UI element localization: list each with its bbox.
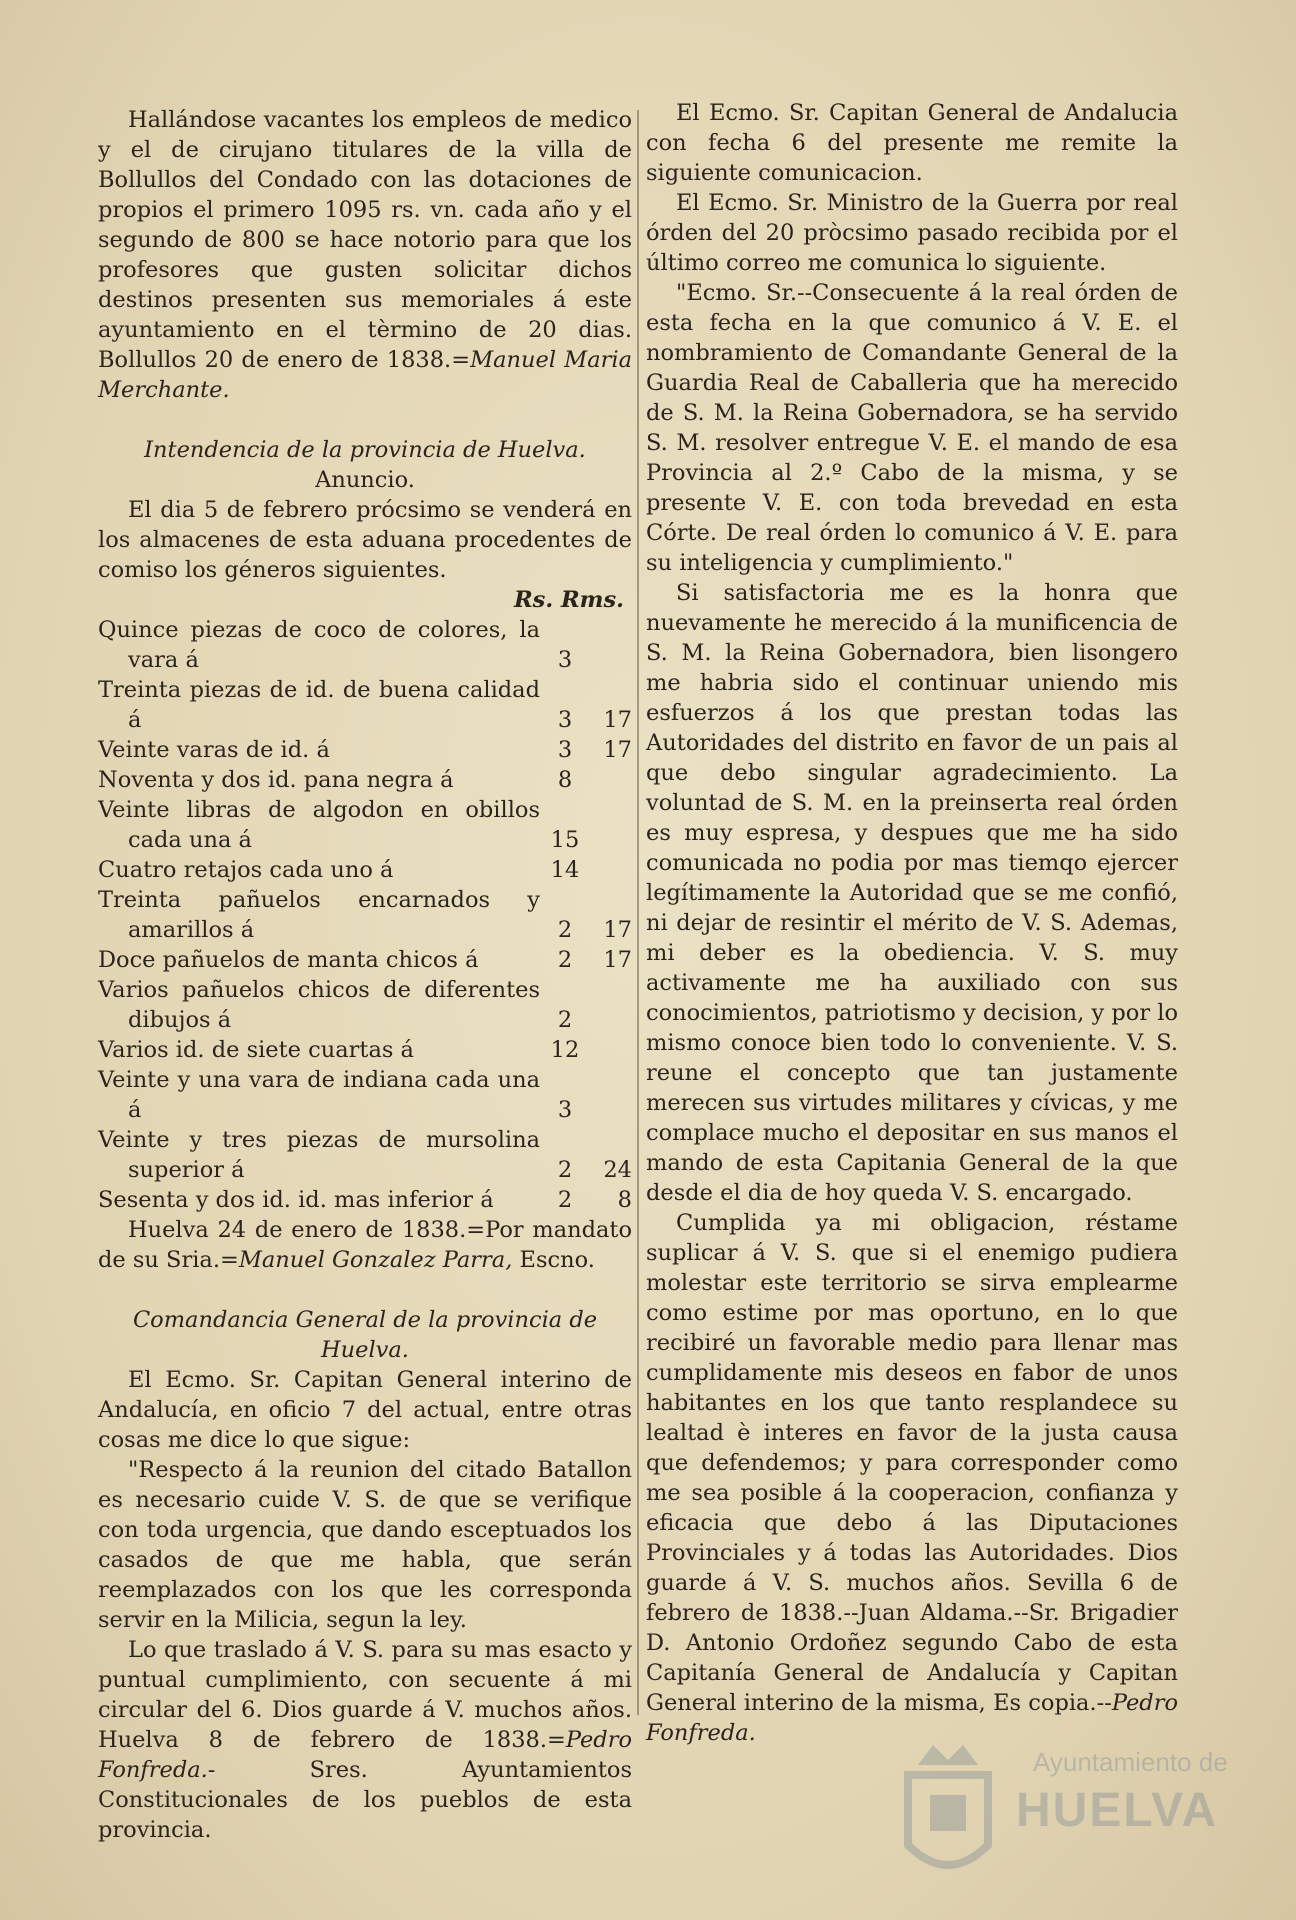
goods-row bbox=[98, 1035, 632, 1065]
intendencia-heading: Intendencia de la provincia de Huelva. bbox=[144, 437, 586, 463]
obligacion-paragraph: Cumplida ya mi obligacion, réstame suplicar á V. S. que si el enemigo pudiera molestar este territorio se sirva emplearme como estime por mas oportuno, en lo que recibiré un favorable medio para llenar mas cumplidamente mis deseos en fabor de unos habitantes en los que tanto resplandece su lealtad è interes en favor de la justa causa que defendemos; y para corresponder como me sea posible á la cooperacion, confianza y eficacia que debo á las Diputaciones Provinciales y á todas las Autoridades. Dios guarde á V. S. muchos años. Sevilla 6 de febrero de 1838.--Juan Aldama.--Sr. Brigadier D. Antonio Ordoñez segundo Cabo de esta Capitanía General de Andalucía y Capitan General interino de la misma, Es copia.--Pedro Fonfreda. bbox=[646, 1210, 1178, 1746]
goods-row bbox=[98, 765, 632, 795]
goods-item: Doce pañuelos de manta chicos á bbox=[98, 947, 479, 973]
goods-row bbox=[98, 1125, 632, 1185]
batallon-quote: "Respecto á la reunion del citado Batallon es necesario cuide V. S. de que se verifique con toda urgencia, que dando esceptuados los casados de que me habla, que serán reemplazados con los que les corresponda servir en la Milicia, segun la ley. bbox=[98, 1457, 632, 1633]
goods-reales: 2 bbox=[557, 1187, 573, 1213]
goods-maravedis bbox=[590, 975, 632, 1035]
goods-item: Veinte libras de algodon en obillos cada una á bbox=[98, 797, 540, 853]
signature-merchante: Manuel Maria Merchante. bbox=[98, 347, 632, 403]
goods-item: Veinte varas de id. á bbox=[98, 737, 330, 763]
goods-item: Quince piezas de coco de colores, la vara á bbox=[98, 617, 540, 673]
goods-maravedis bbox=[590, 1035, 632, 1065]
real-orden-quote: "Ecmo. Sr.--Consecuente á la real órden de esta fecha en la que comunico á V. E. el nombramiento de Comandante General de la Guardia Real de Caballeria que ha merecido de S. M. la Reina Gobernadora, se ha servido S. M. resolver entregue V. E. el mando de esa Provincia al 2.º Cabo de la misma, y se presente V. E. con toda brevedad en esta Córte. De real órden lo comunico á V. E. para su inteligencia y cumplimiento." bbox=[646, 280, 1178, 576]
ayuntamiento-watermark bbox=[888, 1735, 1228, 1895]
goods-reales: 3 bbox=[557, 707, 573, 733]
huelva-date-line: Huelva 24 de enero de 1838.=Por mandato de su Sria.=Manuel Gonzalez Parra, Escno. bbox=[98, 1217, 632, 1273]
goods-reales: 2 bbox=[557, 947, 573, 973]
ministro-guerra-paragraph: El Ecmo. Sr. Ministro de la Guerra por real órden del 20 pròcsimo pasado recibida por el último correo me comunica lo siguiente. bbox=[646, 190, 1178, 276]
goods-item: Veinte y una vara de indiana cada una á bbox=[98, 1067, 540, 1123]
goods-row bbox=[98, 675, 632, 735]
traslado-paragraph: Lo que traslado á V. S. para su mas esacto y puntual cumplimiento, con secuente á mi circular del 6. Dios guarde á V. muchos años. Huelva 8 de febrero de 1838.=Pedro Fonfreda.- Sres. Ayuntamientos Constitucionales de los pueblos de esta provincia. bbox=[98, 1637, 632, 1843]
goods-maravedis bbox=[590, 765, 632, 795]
column-divider bbox=[637, 110, 639, 1715]
goods-maravedis bbox=[590, 1065, 632, 1125]
goods-row bbox=[98, 945, 632, 975]
goods-maravedis bbox=[590, 615, 632, 675]
goods-item: Veinte y tres piezas de mursolina superior á bbox=[98, 1127, 540, 1183]
goods-item: Noventa y dos id. pana negra á bbox=[98, 767, 454, 793]
goods-maravedis bbox=[590, 855, 632, 885]
goods-row bbox=[98, 615, 632, 675]
signature-fonfreda-right: Pedro Fonfreda. bbox=[646, 1690, 1178, 1746]
goods-table bbox=[98, 615, 632, 1215]
goods-reales: 3 bbox=[557, 647, 573, 673]
goods-maravedis: 17 bbox=[603, 707, 632, 733]
watermark-line1: Ayuntamiento de bbox=[1033, 1747, 1228, 1777]
goods-item: Sesenta y dos id. id. mas inferior á bbox=[98, 1187, 494, 1213]
goods-maravedis: 17 bbox=[603, 917, 632, 943]
goods-item: Treinta piezas de id. de buena calidad á bbox=[98, 677, 540, 733]
satisfaccion-paragraph: Si satisfactoria me es la honra que nuevamente he merecido á la munificencia de S. M. la Reina Gobernadora, bien lisongero me habria sido el continuar uniendo mis esfuerzos á los que prestan todas las Autoridades del distrito en favor de un pais al que debo singular agradecimiento. La voluntad de S. M. en la preinserta real órden es muy espresa, y despues que me ha sido comunicada no podia por mas tiemqo ejercer legítimamente la Autoridad que se me confió, ni dejar de resintir el mérito de V. S. Ademas, mi deber es la obediencia. V. S. muy activamente me ha auxiliado con sus conocimientos, patriotismo y decision, y por lo mismo conoce bien todo lo conveniente. V. S. reune el concepto que tan justamente merecen sus virtudes militares y cívicas, y me complace mucho el depositar en sus manos el mando de esta Capitania General de la que desde el dia de hoy queda V. S. encargado. bbox=[646, 580, 1178, 1206]
goods-reales: 2 bbox=[557, 1007, 573, 1033]
goods-item: Cuatro retajos cada uno á bbox=[98, 857, 394, 883]
andalucia-communication: El Ecmo. Sr. Capitan General de Andalucia con fecha 6 del presente me remite la siguiente comunicacion. bbox=[646, 100, 1178, 186]
goods-row bbox=[98, 885, 632, 945]
goods-reales: 15 bbox=[550, 827, 580, 853]
capitan-general-paragraph: El Ecmo. Sr. Capitan General interino de Andalucía, en oficio 7 del actual, entre otras cosas me dice lo que sigue: bbox=[98, 1367, 632, 1453]
goods-item: Treinta pañuelos encarnados y amarillos á bbox=[98, 887, 540, 943]
goods-item: Varios id. de siete cuartas á bbox=[98, 1037, 414, 1063]
watermark-line2: HUELVA bbox=[1016, 1784, 1219, 1837]
goods-maravedis: 17 bbox=[603, 737, 632, 763]
goods-row bbox=[98, 975, 632, 1035]
goods-reales: 3 bbox=[557, 1097, 573, 1123]
goods-maravedis: 8 bbox=[617, 1187, 632, 1213]
goods-reales: 2 bbox=[557, 917, 573, 943]
goods-item: Varios pañuelos chicos de diferentes dibujos á bbox=[98, 977, 540, 1033]
goods-reales: 12 bbox=[550, 1037, 580, 1063]
goods-reales: 8 bbox=[557, 767, 573, 793]
auction-notice: El dia 5 de febrero prócsimo se venderá en los almacenes de esta aduana procedentes de comiso los géneros siguientes. bbox=[98, 497, 632, 583]
comandancia-heading: Comandancia General de la provincia de Huelva. bbox=[132, 1307, 598, 1363]
goods-row bbox=[98, 855, 632, 885]
left-column bbox=[98, 105, 632, 1845]
price-column-header: Rs. Rms. bbox=[513, 587, 624, 613]
signature-fonfreda-left: Pedro Fonfreda. bbox=[98, 1727, 632, 1783]
goods-maravedis bbox=[590, 795, 632, 855]
goods-row bbox=[98, 1065, 632, 1125]
goods-row bbox=[98, 735, 632, 765]
anuncio-heading: Anuncio. bbox=[315, 467, 415, 493]
goods-reales: 2 bbox=[557, 1157, 573, 1183]
bollullos-notice: Hallándose vacantes los empleos de medico y el de cirujano titulares de la villa de Bollullos del Condado con las dotaciones de propios el primero 1095 rs. vn. cada año y el segundo de 800 se hace notorio para que los profesores que gusten solicitar dichos destinos presenten sus memoriales á este ayuntamiento en el tèrmino de 20 dias. Bollullos 20 de enero de 1838.=Manuel Maria Merchante. bbox=[98, 107, 632, 403]
goods-row bbox=[98, 795, 632, 855]
signature-gonzalez-parra: Manuel Gonzalez Parra, bbox=[238, 1247, 513, 1273]
goods-reales: 3 bbox=[557, 737, 573, 763]
goods-maravedis: 17 bbox=[603, 947, 632, 973]
right-column bbox=[646, 98, 1178, 1748]
goods-reales: 14 bbox=[550, 857, 580, 883]
goods-maravedis: 24 bbox=[603, 1157, 632, 1183]
goods-row bbox=[98, 1185, 632, 1215]
coat-of-arms-icon bbox=[888, 1735, 1008, 1895]
